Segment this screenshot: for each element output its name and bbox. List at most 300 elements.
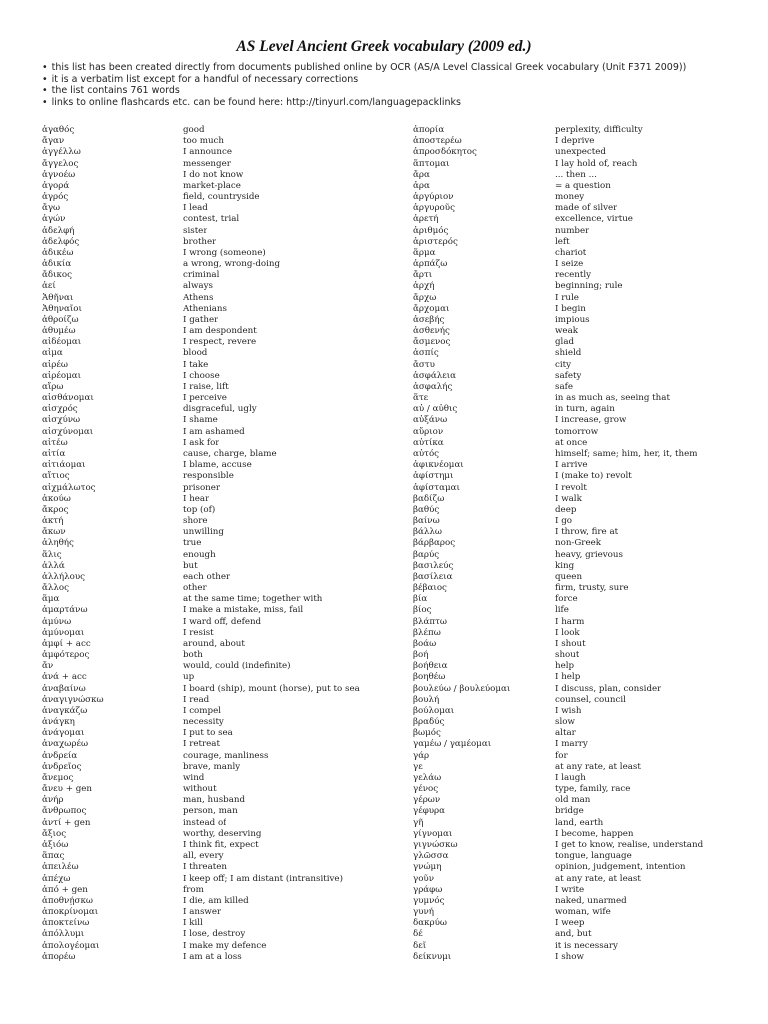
greek-word: δείκνυμι	[413, 951, 452, 962]
vocab-entry	[42, 326, 382, 337]
vocab-entry	[413, 806, 713, 817]
english-meaning: himself; same; him, her, it, them	[555, 448, 698, 459]
vocab-entry	[42, 494, 382, 505]
vocab-entry	[413, 404, 713, 415]
english-meaning: I think fit, expect	[183, 840, 259, 850]
english-meaning: I read	[183, 694, 210, 705]
greek-word: ἄκρος	[42, 504, 69, 515]
english-meaning: I discuss, plan, consider	[555, 683, 662, 694]
greek-word: ἀλλήλους	[42, 571, 85, 582]
vocab-entry	[413, 181, 713, 192]
english-meaning: opinion, judgement, intention	[555, 862, 686, 873]
vocab-entry	[413, 382, 713, 393]
greek-word: ἀγαθός	[42, 125, 75, 135]
greek-word: ἀγρός	[42, 192, 69, 203]
vocab-entry	[42, 505, 382, 516]
english-meaning: I get to know, realise, understand	[555, 840, 704, 850]
english-meaning: bridge	[555, 806, 584, 817]
english-meaning: life	[555, 605, 569, 616]
vocab-entry	[413, 885, 713, 896]
vocab-entry	[413, 237, 713, 248]
greek-word: βαθύς	[413, 504, 440, 515]
vocab-entry	[42, 617, 382, 628]
greek-word: ἀπόλλυμι	[42, 929, 85, 940]
greek-word: ἀντί + gen	[42, 817, 91, 828]
greek-word: ἅπας	[42, 851, 65, 862]
greek-word: αἰχμάλωτος	[42, 482, 96, 493]
english-meaning: weak	[555, 326, 579, 337]
greek-word: ἄν	[42, 661, 54, 672]
vocab-entry	[42, 550, 382, 561]
english-meaning: beginning; rule	[555, 281, 623, 292]
english-meaning: top (of)	[183, 504, 216, 515]
english-meaning: I (make to) revolt	[555, 471, 632, 482]
vocab-entry	[42, 706, 382, 717]
greek-word: ἀναγκάζω	[42, 705, 88, 716]
english-meaning: help	[555, 661, 575, 672]
vocab-entry	[42, 293, 382, 304]
greek-word: ἀναχωρέω	[42, 739, 89, 750]
english-meaning: I harm	[555, 616, 585, 627]
greek-word: ἀγνοέω	[42, 169, 76, 180]
vocab-entry	[42, 840, 382, 851]
vocab-entry	[42, 739, 382, 750]
greek-word: βασίλεια	[413, 571, 453, 582]
vocab-entry	[42, 605, 382, 616]
english-meaning: at the same time; together with	[183, 594, 323, 605]
english-meaning: I am ashamed	[183, 426, 245, 437]
greek-word: ἀσφάλεια	[413, 370, 457, 381]
english-meaning: I retreat	[183, 739, 220, 750]
greek-word: ἄρα	[413, 169, 430, 180]
vocab-entry	[413, 192, 713, 203]
greek-word: ἀγορά	[42, 180, 70, 191]
vocab-entry	[42, 181, 382, 192]
english-meaning: I begin	[555, 303, 586, 314]
english-meaning: I put to sea	[183, 728, 233, 739]
vocab-entry	[413, 136, 713, 147]
greek-word: ἄξιος	[42, 828, 67, 839]
greek-word: γοῦν	[413, 873, 434, 884]
english-meaning: excellence, virtue	[555, 214, 633, 225]
vocab-entry	[42, 427, 382, 438]
vocab-entry	[42, 471, 382, 482]
greek-word: γένος	[413, 784, 439, 795]
english-meaning: prisoner	[183, 482, 221, 493]
greek-word: βοηθέω	[413, 672, 446, 683]
vocab-entry	[42, 628, 382, 639]
vocab-entry	[413, 516, 713, 527]
vocab-entry	[42, 483, 382, 494]
english-meaning: left	[555, 236, 570, 247]
greek-word: ἀνάγομαι	[42, 728, 85, 739]
greek-word: ἄνεμος	[42, 772, 74, 783]
vocab-entry	[413, 415, 713, 426]
greek-word: αἱρέω	[42, 359, 68, 370]
english-meaning: I take	[183, 359, 209, 370]
greek-word: ἀπροσδόκητος	[413, 147, 477, 158]
greek-word: ἄκων	[42, 527, 66, 538]
english-meaning: from	[183, 884, 204, 895]
english-meaning: I respect, revere	[183, 337, 257, 348]
vocab-entry	[413, 695, 713, 706]
greek-word: ἄδικος	[42, 270, 73, 281]
greek-word: βαρύς	[413, 549, 440, 560]
greek-word: ἀνδρεῖος	[42, 761, 82, 772]
english-meaning: other	[183, 583, 207, 594]
vocab-entry	[413, 561, 713, 572]
english-meaning: without	[183, 784, 217, 795]
vocab-entry	[42, 952, 382, 963]
greek-word: ἀδελφή	[42, 225, 75, 236]
vocab-entry	[42, 337, 382, 348]
greek-word: δεῖ	[413, 940, 427, 951]
vocab-entry	[42, 248, 382, 259]
english-meaning: enough	[183, 549, 216, 560]
vocab-entry	[42, 270, 382, 281]
greek-word: αἱρέομαι	[42, 370, 82, 381]
english-meaning: it is necessary	[555, 940, 618, 951]
english-meaning: would, could (indefinite)	[183, 661, 291, 672]
vocab-entry	[413, 270, 713, 281]
vocab-entry	[413, 159, 713, 170]
vocab-entry	[42, 661, 382, 672]
vocab-entry	[413, 483, 713, 494]
vocab-entry	[413, 918, 713, 929]
english-meaning: I walk	[555, 493, 582, 504]
greek-word: ἄσμενος	[413, 337, 451, 348]
greek-word: ἀριστερός	[413, 236, 458, 247]
greek-word: ἄλλος	[42, 583, 69, 594]
english-meaning: all, every	[183, 851, 224, 862]
english-meaning: I hear	[183, 493, 210, 504]
greek-word: δακρύω	[413, 918, 447, 929]
greek-word: ἀπορία	[413, 125, 445, 135]
english-meaning: I compel	[183, 705, 222, 716]
vocab-entry	[413, 795, 713, 806]
note-item: • links to online flashcards etc. can be found here: http://tinyurl.com/languagepacklinks	[42, 97, 742, 109]
greek-word: αὐξάνω	[413, 415, 448, 426]
vocab-entry	[42, 672, 382, 683]
vocab-entry	[42, 449, 382, 460]
greek-word: γλῶσσα	[413, 851, 449, 862]
vocab-column-left	[42, 125, 382, 963]
vocab-entry	[42, 695, 382, 706]
english-meaning: king	[555, 560, 575, 571]
vocab-entry	[42, 929, 382, 940]
greek-word: αἰσθάνομαι	[42, 393, 94, 404]
vocab-entry	[413, 248, 713, 259]
greek-word: ἀμφί + acc	[42, 638, 91, 649]
vocab-entry	[42, 874, 382, 885]
vocab-entry	[42, 862, 382, 873]
vocab-entry	[413, 773, 713, 784]
greek-word: ἀρετή	[413, 214, 439, 225]
greek-word: βίος	[413, 605, 432, 616]
greek-word: αἰτέω	[42, 437, 68, 448]
english-meaning: in turn, again	[555, 404, 615, 415]
greek-word: βοή	[413, 650, 429, 661]
greek-word: βραδύς	[413, 717, 445, 728]
vocab-entry	[413, 170, 713, 181]
vocab-entry	[413, 896, 713, 907]
greek-word: γέφυρα	[413, 806, 446, 817]
intro-notes	[42, 62, 742, 108]
vocab-entry	[42, 784, 382, 795]
vocab-entry	[42, 639, 382, 650]
english-meaning: Athenians	[183, 303, 227, 314]
english-meaning: contest, trial	[183, 214, 240, 225]
greek-word: ἅμα	[42, 594, 60, 605]
vocab-entry	[42, 125, 382, 136]
english-meaning: safety	[555, 370, 582, 381]
english-meaning: true	[183, 538, 202, 549]
english-meaning: I do not know	[183, 169, 244, 180]
vocab-entry	[42, 684, 382, 695]
english-meaning: I perceive	[183, 393, 227, 404]
greek-word: αἰσχύνω	[42, 415, 81, 426]
greek-word: ἄρτι	[413, 270, 433, 281]
vocab-entry	[42, 170, 382, 181]
greek-word: ἀριθμός	[413, 225, 449, 236]
greek-word: δέ	[413, 929, 423, 940]
english-meaning: wind	[183, 772, 205, 783]
english-meaning: a wrong, wrong-doing	[183, 259, 281, 270]
vocab-entry	[413, 751, 713, 762]
english-meaning: market-place	[183, 180, 241, 191]
greek-word: ἀμύνω	[42, 616, 72, 627]
greek-word: βία	[413, 594, 428, 605]
english-meaning: I wrong (someone)	[183, 247, 266, 258]
english-meaning: shield	[555, 348, 582, 359]
english-meaning: brother	[183, 236, 217, 247]
english-meaning: around, about	[183, 638, 245, 649]
greek-word: αἷμα	[42, 348, 63, 359]
greek-word: αὖ / αὖθις	[413, 404, 458, 415]
english-meaning: naked, unarmed	[555, 895, 627, 906]
english-meaning: and, but	[555, 929, 592, 940]
vocab-entry	[413, 471, 713, 482]
english-meaning: for	[555, 750, 568, 761]
english-meaning: unexpected	[555, 147, 606, 158]
english-meaning: I deprive	[555, 136, 595, 147]
greek-word: ἁμαρτάνω	[42, 605, 88, 616]
english-meaning: heavy, grievous	[555, 549, 623, 560]
greek-word: ἄνθρωπος	[42, 806, 87, 817]
vocab-entry	[413, 315, 713, 326]
greek-word: ἀμφότερος	[42, 650, 90, 661]
english-meaning: I ask for	[183, 437, 220, 448]
vocab-entry	[42, 304, 382, 315]
greek-word: ἄρχομαι	[413, 303, 450, 314]
greek-word: ἀξιόω	[42, 840, 69, 850]
greek-word: αἴτιος	[42, 471, 70, 482]
english-meaning: altar	[555, 728, 576, 739]
english-meaning: tomorrow	[555, 426, 599, 437]
english-meaning: glad	[555, 337, 575, 348]
greek-word: ἀδελφός	[42, 236, 80, 247]
vocab-entry	[413, 907, 713, 918]
english-meaning: sister	[183, 225, 208, 236]
english-meaning: force	[555, 594, 578, 605]
greek-word: ἀθροίζω	[42, 314, 79, 325]
english-meaning: perplexity, difficulty	[555, 125, 643, 135]
english-meaning: shout	[555, 650, 580, 661]
note-item: • the list contains 761 words	[42, 85, 742, 97]
vocab-entry	[413, 929, 713, 940]
vocab-entry	[413, 762, 713, 773]
greek-word: ἄνευ + gen	[42, 784, 93, 795]
english-meaning: I go	[555, 516, 572, 527]
vocab-entry	[413, 672, 713, 683]
vocab-entry	[42, 818, 382, 829]
greek-word: αἰτιάομαι	[42, 460, 86, 471]
vocab-entry	[413, 818, 713, 829]
english-meaning: safe	[555, 381, 573, 392]
greek-word: βούλομαι	[413, 705, 455, 716]
english-meaning: I ward off, defend	[183, 616, 262, 627]
vocab-entry	[413, 427, 713, 438]
greek-word: ἀπολογέομαι	[42, 940, 100, 951]
vocab-entry	[42, 203, 382, 214]
vocab-entry	[42, 527, 382, 538]
english-meaning: each other	[183, 571, 231, 582]
english-meaning: criminal	[183, 270, 220, 281]
vocab-entry	[413, 605, 713, 616]
greek-word: ἀργυροῦς	[413, 203, 455, 214]
english-meaning: queen	[555, 571, 583, 582]
vocab-entry	[413, 829, 713, 840]
greek-word: αἰτία	[42, 448, 66, 459]
english-meaning: I marry	[555, 739, 588, 750]
greek-word: αὐτός	[413, 448, 440, 459]
vocab-entry	[413, 617, 713, 628]
greek-word: ἀσθενής	[413, 326, 450, 337]
greek-word: ἄγγελος	[42, 158, 79, 169]
english-meaning: too much	[183, 136, 225, 147]
english-meaning: I answer	[183, 907, 222, 918]
english-meaning: slow	[555, 717, 575, 728]
greek-word: ἀρχή	[413, 281, 435, 292]
english-meaning: but	[183, 560, 198, 571]
greek-word: αἰδέομαι	[42, 337, 82, 348]
greek-word: ἀμύνομαι	[42, 627, 85, 638]
vocab-entry	[42, 360, 382, 371]
vocab-entry	[413, 862, 713, 873]
english-meaning: worthy, deserving	[183, 828, 262, 839]
vocab-entry	[42, 572, 382, 583]
greek-word: ἀφίστημι	[413, 471, 454, 482]
vocab-entry	[42, 594, 382, 605]
greek-word: ἀποκτείνω	[42, 918, 90, 929]
greek-word: βωμός	[413, 728, 441, 739]
vocab-entry	[413, 706, 713, 717]
vocab-entry	[42, 538, 382, 549]
greek-word: ἀποκρίνομαι	[42, 907, 99, 918]
greek-word: ἀνήρ	[42, 795, 64, 806]
english-meaning: I revolt	[555, 482, 587, 493]
english-meaning: I blame, accuse	[183, 460, 252, 471]
vocab-entry	[413, 226, 713, 237]
vocab-entry	[413, 360, 713, 371]
vocab-entry	[42, 192, 382, 203]
english-meaning: deep	[555, 504, 577, 515]
vocab-entry	[413, 717, 713, 728]
english-meaning: city	[555, 359, 572, 370]
english-meaning: I laugh	[555, 772, 586, 783]
vocab-entry	[42, 583, 382, 594]
vocab-entry	[42, 650, 382, 661]
english-meaning: I am despondent	[183, 326, 257, 337]
greek-word: ἀργύριον	[413, 192, 454, 203]
greek-word: ἀνά + acc	[42, 672, 87, 683]
greek-word: ἀκτή	[42, 516, 64, 527]
vocab-entry	[413, 281, 713, 292]
greek-word: ἀεί	[42, 281, 56, 292]
greek-word: ἄστυ	[413, 359, 435, 370]
vocab-entry	[413, 125, 713, 136]
greek-word: γε	[413, 761, 423, 772]
english-meaning: Athens	[183, 292, 214, 303]
english-meaning: number	[555, 225, 590, 236]
english-meaning: I am at a loss	[183, 951, 242, 962]
english-meaning: both	[183, 650, 203, 661]
vocab-entry	[413, 594, 713, 605]
english-meaning: courage, manliness	[183, 750, 269, 761]
vocab-entry	[413, 628, 713, 639]
english-meaning: firm, trusty, sure	[555, 583, 629, 594]
greek-word: ἄγαν	[42, 136, 65, 147]
english-meaning: at any rate, at least	[555, 761, 641, 772]
vocab-entry	[413, 583, 713, 594]
vocab-entry	[413, 550, 713, 561]
vocab-entry	[42, 896, 382, 907]
greek-word: ἄρχω	[413, 292, 437, 303]
vocab-entry	[42, 281, 382, 292]
english-meaning: I shout	[555, 638, 586, 649]
english-meaning: good	[183, 125, 205, 135]
vocab-entry	[413, 438, 713, 449]
vocab-entry	[413, 538, 713, 549]
vocab-column-right	[413, 125, 713, 963]
greek-word: γάρ	[413, 750, 430, 761]
greek-word: ἀδικέω	[42, 247, 74, 258]
greek-word: γέρων	[413, 795, 441, 806]
vocab-entry	[42, 829, 382, 840]
english-meaning: I wish	[555, 705, 582, 716]
greek-word: βέβαιος	[413, 583, 447, 594]
greek-word: αὔριον	[413, 426, 444, 437]
greek-word: αἴρω	[42, 381, 64, 392]
english-meaning: I threaten	[183, 862, 227, 873]
english-meaning: at any rate, at least	[555, 873, 641, 884]
note-item: • this list has been created directly from documents published online by OCR (AS/A Level Classical Greek vocabulary (Unit F371 2009))	[42, 62, 742, 74]
vocab-entry	[413, 494, 713, 505]
greek-word: ἀσεβής	[413, 314, 445, 325]
vocab-entry	[413, 527, 713, 538]
greek-word: ἅπτομαι	[413, 158, 450, 169]
vocab-entry	[413, 203, 713, 214]
vocab-entry	[413, 337, 713, 348]
greek-word: βοήθεια	[413, 661, 448, 672]
english-meaning: I show	[555, 951, 584, 962]
vocab-entry	[42, 438, 382, 449]
greek-word: αὐτίκα	[413, 437, 444, 448]
vocab-entry	[42, 226, 382, 237]
greek-word: γυμνός	[413, 895, 445, 906]
english-meaning: I choose	[183, 370, 220, 381]
greek-word: βουλή	[413, 694, 440, 705]
